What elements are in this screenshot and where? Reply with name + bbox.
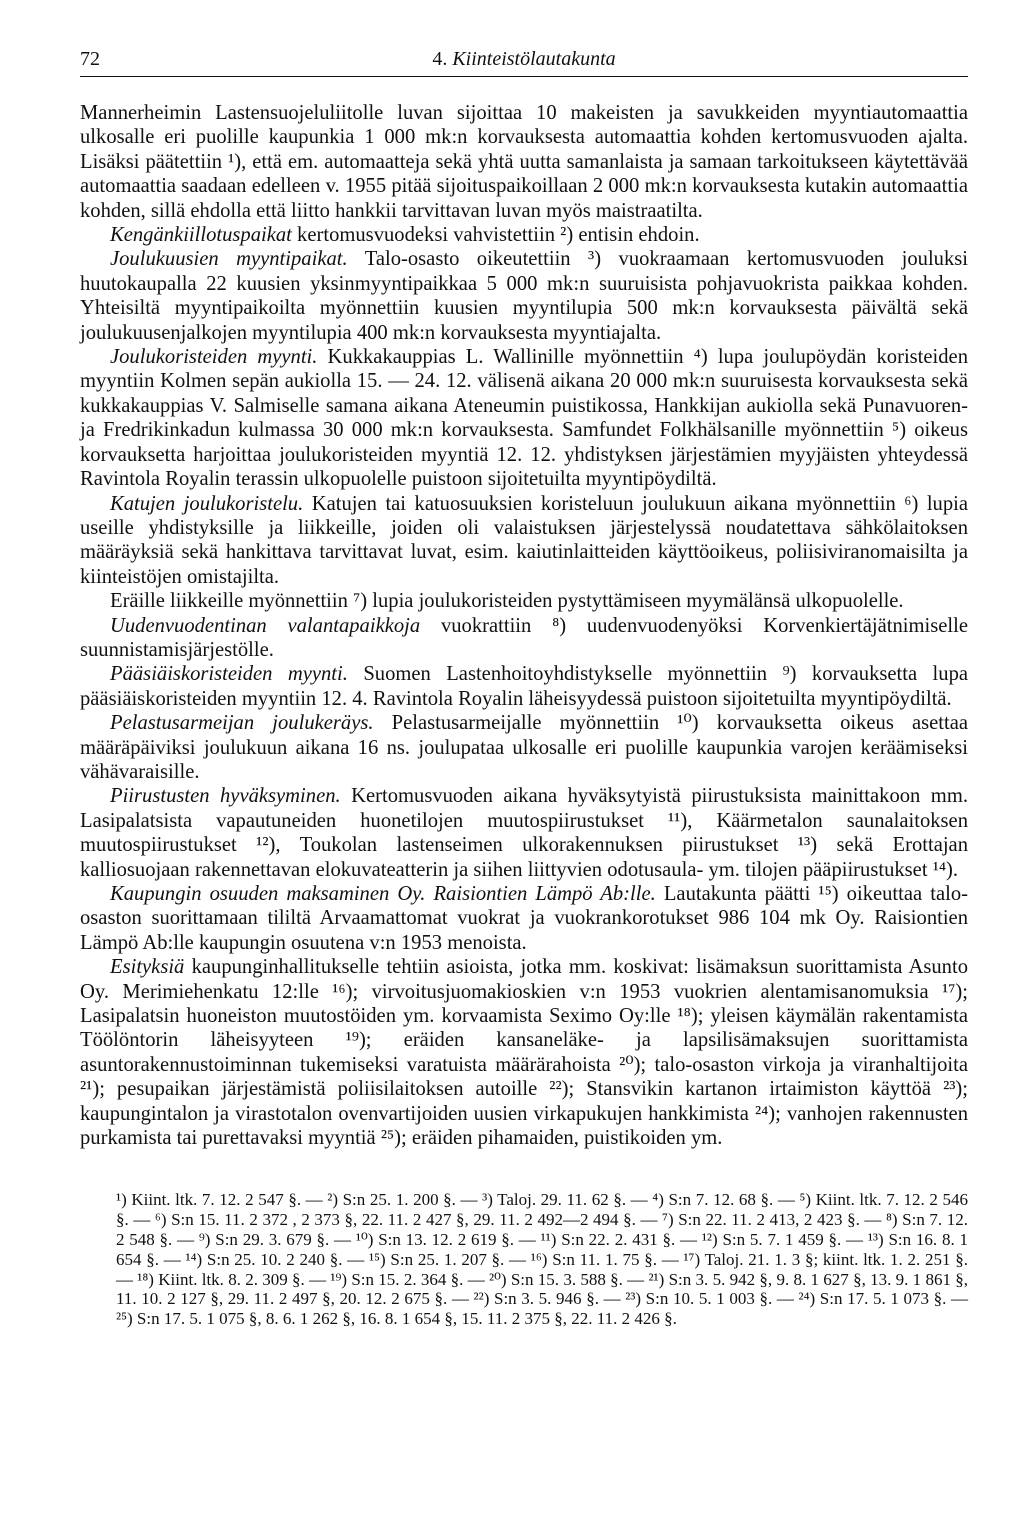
document-page (80, 46, 968, 1329)
section-title: Kiinteistölautakunta (452, 48, 616, 70)
footnotes (80, 1190, 968, 1329)
paragraph-text: Eräille liikkeille myönnettiin ⁷) lupia joulukoristeiden pystyttämiseen myymälänsä ulkopuolelle. (110, 590, 904, 613)
paragraph-text: kertomusvuodeksi vahvistettiin ²) entisin ehdoin. (291, 224, 700, 247)
paragraph (80, 101, 968, 223)
paragraph (80, 247, 968, 345)
page-header (80, 46, 968, 77)
paragraph-heading: Pääsiäiskoristeiden myynti. (110, 663, 348, 686)
paragraph (80, 711, 968, 784)
paragraph (80, 662, 968, 711)
paragraph (80, 345, 968, 491)
paragraph (80, 589, 968, 613)
paragraph (80, 614, 968, 663)
paragraph-text: Kertomusvuoden aikana hyväksytyistä piirustuksista mainittakoon mm. Lasipalatsista vapautuneiden huonetilojen muutospiirustukset ¹¹), Käärmetalon saunalaitoksen muutospiirustukset ¹²), Toukolan lastenseimen ulkorakennuksen piirustukset ¹³) sekä Erottajan kalliosuojaan rakennettavan elokuvateatterin ja siihen liittyvien odotusaula- ym. tilojen pääpiirustukset ¹⁴). (80, 785, 968, 881)
paragraph-heading: Kengänkiillotuspaikat (110, 224, 292, 247)
page-number: 72 (80, 48, 100, 70)
paragraph-heading: Joulukuusien myyntipaikat. (110, 248, 348, 271)
footnote-block: ¹) Kiint. ltk. 7. 12. 2 547 §. — ²) S:n 25. 1. 200 §. — ³) Taloj. 29. 11. 62 §. — ⁴) S:n 7. 12. 68 §. — ⁵) Kiint. ltk. 7. 12. 2 546 §. — ⁶) S:n 15. 11. 2 372 , 2 373 §, 22. 11. 2 427 §, 29. 11. 2 492—2 494 §. — ⁷) S:n 22. 11. 2 413, 2 423 §. — ⁸) S:n 7. 12. 2 548 §. — ⁹) S:n 29. 3. 679 §. — ¹⁰) S:n 13. 12. 2 619 §. — ¹¹) S:n 22. 2. 431 §. — ¹²) S:n 5. 7. 1 459 §. — ¹³) S:n 16. 8. 1 654 §. — ¹⁴) S:n 25. 10. 2 240 §. — ¹⁵) S:n 25. 1. 207 §. — ¹⁶) S:n 11. 1. 75 §. — ¹⁷) Taloj. 21. 1. 3 §; kiint. ltk. 1. 2. 251 §. — ¹⁸) Kiint. ltk. 8. 2. 309 §. — ¹⁹) S:n 15. 2. 364 §. — ²⁰) S:n 15. 3. 588 §. — ²¹) S:n 3. 5. 942 §, 9. 8. 1 627 §, 13. 9. 1 861 §, 11. 10. 2 127 §, 29. 11. 2 497 §, 20. 12. 2 675 §. — ²²) S:n 3. 5. 946 §. — ²³) S:n 10. 5. 1 003 §. — ²⁴) S:n 17. 5. 1 073 §. — ²⁵) S:n 17. 5. 1 075 §, 8. 6. 1 262 §, 16. 8. 1 654 §, 15. 11. 2 375 §, 22. 11. 2 426 §. (116, 1190, 968, 1329)
paragraph (80, 882, 968, 955)
paragraph-text: Pelastusarmeijalle myönnettiin ¹⁰) korvauksetta oikeus asettaa määräpäiviksi joulukuun aikana 16 ns. joulupataa ulkosalle eri puolille kaupunkia varojen keräämiseksi vähävaraisille. (80, 712, 968, 783)
paragraph-heading: Uudenvuodentinan valantapaikkoja (110, 614, 421, 637)
paragraph (80, 784, 968, 882)
paragraph (80, 223, 968, 247)
paragraph-text: Lautakunta päätti ¹⁵) oikeuttaa talo-osaston suorittamaan tililtä Arvaamattomat vuokrat ja vuokrankorotukset 986 104 mk Oy. Raisiontien Lämpö Ab:lle kaupungin osuutena v:n 1953 menoista. (80, 883, 968, 954)
paragraph-heading: Pelastusarmeijan joulukeräys. (110, 712, 374, 735)
paragraph-heading: Joulukoristeiden myynti. (110, 346, 318, 369)
paragraph-text: Mannerheimin Lastensuojeluliitolle luvan sijoittaa 10 makeisten ja savukkeiden myyntiautomaattia ulkosalle eri puolille kaupunkia 1 000 mk:n korvauksesta automaattia kohden kertomusvuoden ajalta. Lisäksi päätettiin ¹), että em. automaatteja sekä yhtä uutta samanlaista ja samaan tarkoitukseen käytettävää automaattia saadaan edelleen v. 1955 pitää sijoituspaikoillaan 2 000 mk:n korvauksesta kutakin automaattia kohden, sillä ehdolla että liitto hankkii tarvittavan luvan myös maistraatilta. (80, 102, 968, 222)
paragraph-text: kaupunginhallitukselle tehtiin asioista, jotka mm. koskivat: lisämaksun suorittamista Asunto Oy. Merimiehenkatu 12:lle ¹⁶); virvoitusjuomakioskien v:n 1953 vuokrien alentamisanomuksia ¹⁷); Lasipalatsin huoneiston muutostöiden ym. korvaamista Seximo Oy:lle ¹⁸); yleisen käymälän rakentamista Töölöntorin läheisyyteen ¹⁹); eräiden kansaneläke- ja lapsilisämaksujen suorittamista asuntorakennustoiminnan tukemiseksi varatuista määrärahoista ²⁰); talo-osaston virkoja ja viranhaltijoita ²¹); pesupaikan järjestämistä poliisilaitoksen autoille ²²); Stansvikin kartanon irtaimiston käyttöä ²³); kaupungintalon ja virastotalon ovenvartijoiden uusien virkapukujen hankkimista ²⁴); vanhojen rakennusten purkamista tai purettavaksi myyntiä ²⁵); eräiden pihamaiden, puistikoiden ym. (80, 956, 968, 1150)
paragraph-heading: Esityksiä (110, 956, 185, 979)
paragraph-text: Suomen Lastenhoitoyhdistykselle myönnettiin ⁹) korvauksetta lupa pääsiäiskoristeiden myyntiin 12. 4. Ravintola Royalin läheisyydessä puistoon sijoitetuilta myyntipöydiltä. (80, 663, 969, 710)
paragraph (80, 492, 968, 590)
paragraph-text: Katujen tai katuosuuksien koristeluun joulukuun aikana myönnettiin ⁶) lupia useille yhdistyksille ja liikkeille, joiden oli valaistuksen järjestelyssä noudatettava sähkölaitoksen määräyksiä sekä hankittava tarvittavat luvat, esim. kaiutinlaitteiden käyttöoikeus, poliisiviranomaisilta ja kiinteistöjen omistajilta. (80, 492, 968, 588)
paragraph-text: Talo-osasto oikeutettiin ³) vuokraamaan kertomusvuoden jouluksi huutokaupalla 22 kuusien yksinmyyntipaikkaa 5 000 mk:n suuruisista pohjavuokrista paikkaa kohden. Yhteisiltä myyntipaikoilta myönnettiin kuusien myyntilupia 500 mk:n korvauksesta päivältä sekä joulukuusenjalkojen myyntilupia 400 mk:n korvauksesta myyntiajalta. (80, 248, 968, 344)
paragraph (80, 955, 968, 1150)
section-number: 4. (432, 48, 448, 70)
paragraph-text: Kukkakauppias L. Wallinille myönnettiin ⁴) lupa joulupöydän koristeiden myyntiin Kolmen sepän aukiolla 15. — 24. 12. välisenä aikana 20 000 mk:n suuruisesta korvauksesta sekä kukkakauppias V. Salmiselle samana aikana Ateneumin puistikossa, Hankkijan aukiolla sekä Punavuoren- ja Fredrikinkadun kulmassa 30 000 mk:n korvauksesta. Samfundet Folkhälsanille myönnettiin ⁵) oikeus korvauksetta harjoittaa joulukoristeiden myyntiä 12. 12. yhdistyksen järjestämien myyjäisten yhteydessä Ravintola Royalin terassin ulkopuolelle puistoon sijoitetuilta myyntipöydiltä. (80, 346, 968, 491)
paragraph-heading: Kaupungin osuuden maksaminen Oy. Raisiontien Lämpö Ab:lle. (110, 883, 656, 905)
body-text (80, 101, 968, 1150)
paragraph-heading: Katujen joulukoristelu. (110, 492, 304, 515)
paragraph-heading: Piirustusten hyväksyminen. (110, 785, 341, 808)
running-title (80, 48, 968, 71)
paragraph-text: vuokrattiin ⁸) uudenvuodenyöksi Korvenkiertäjätnimiselle suunnistamisjärjestölle. (80, 614, 968, 661)
